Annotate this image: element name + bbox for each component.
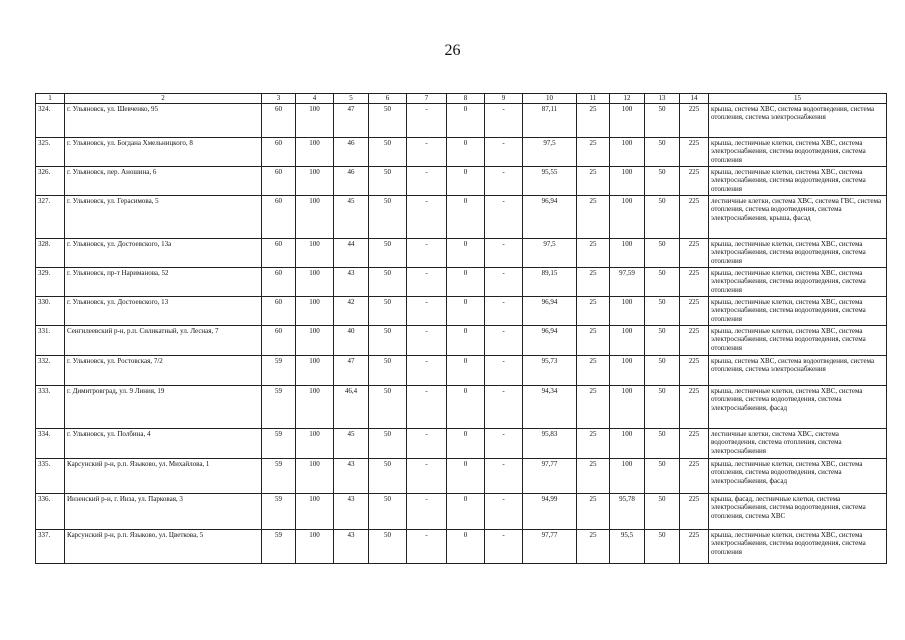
value-cell: 100 (296, 385, 334, 428)
value-cell: 60 (262, 296, 296, 325)
value-cell: 97,5 (523, 137, 577, 166)
value-cell: 225 (680, 385, 709, 428)
value-cell: 100 (610, 355, 645, 385)
column-number-cell: 14 (680, 94, 709, 104)
value-cell: 25 (577, 355, 610, 385)
value-cell: - (485, 325, 523, 355)
value-cell: 25 (577, 428, 610, 458)
row-number-cell: 334. (36, 428, 65, 458)
value-cell: 97,59 (610, 267, 645, 296)
column-number-cell: 1 (36, 94, 65, 104)
value-cell: 59 (262, 529, 296, 563)
value-cell: 45 (334, 428, 369, 458)
value-cell: 100 (610, 458, 645, 493)
value-cell: - (407, 103, 447, 137)
row-number-cell: 329. (36, 267, 65, 296)
row-number-cell: 335. (36, 458, 65, 493)
value-cell: 100 (610, 166, 645, 195)
value-cell: 50 (645, 428, 680, 458)
value-cell: 100 (610, 103, 645, 137)
value-cell: 46,4 (334, 385, 369, 428)
value-cell: 50 (645, 267, 680, 296)
value-cell: 50 (645, 296, 680, 325)
address-cell: Карсунский р-н, р.п. Языково, ул. Цветкова, 5 (65, 529, 262, 563)
table-row (36, 195, 887, 238)
table-row (36, 103, 887, 137)
value-cell: 25 (577, 296, 610, 325)
value-cell: 50 (645, 493, 680, 529)
value-cell: - (485, 296, 523, 325)
address-cell: г. Ульяновск, пер. Аношина, 6 (65, 166, 262, 195)
value-cell: 60 (262, 137, 296, 166)
works-cell: крыша, система ХВС, система водоотведения, система отопления, система электроснабжения (709, 103, 887, 137)
column-number-cell: 3 (262, 94, 296, 104)
address-cell: г. Димитровград, ул. 9 Линия, 19 (65, 385, 262, 428)
value-cell: 94,34 (523, 385, 577, 428)
column-number-cell: 12 (610, 94, 645, 104)
value-cell: 59 (262, 428, 296, 458)
table-row (36, 385, 887, 428)
table-body (36, 103, 887, 563)
value-cell: 100 (296, 166, 334, 195)
value-cell: 100 (610, 137, 645, 166)
value-cell: 25 (577, 195, 610, 238)
table-row (36, 458, 887, 493)
column-number-cell: 4 (296, 94, 334, 104)
value-cell: 89,15 (523, 267, 577, 296)
header-row (36, 94, 887, 104)
value-cell: 25 (577, 493, 610, 529)
value-cell: 50 (645, 195, 680, 238)
value-cell: 50 (369, 325, 407, 355)
value-cell: 95,5 (610, 529, 645, 563)
value-cell: - (407, 267, 447, 296)
table-row (36, 166, 887, 195)
address-cell: г. Ульяновск, ул. Достоевского, 13 (65, 296, 262, 325)
value-cell: 225 (680, 493, 709, 529)
value-cell: 225 (680, 166, 709, 195)
address-cell: г. Ульяновск, ул. Герасимова, 5 (65, 195, 262, 238)
value-cell: - (407, 493, 447, 529)
value-cell: 60 (262, 267, 296, 296)
value-cell: 50 (369, 238, 407, 267)
row-number-cell: 337. (36, 529, 65, 563)
value-cell: 43 (334, 493, 369, 529)
value-cell: 97,77 (523, 458, 577, 493)
value-cell: 0 (447, 355, 485, 385)
value-cell: 100 (296, 195, 334, 238)
column-number-cell: 9 (485, 94, 523, 104)
value-cell: 46 (334, 166, 369, 195)
value-cell: - (407, 137, 447, 166)
table-row (36, 267, 887, 296)
value-cell: - (407, 529, 447, 563)
address-cell: г. Ульяновск, ул. Полбина, 4 (65, 428, 262, 458)
value-cell: - (407, 296, 447, 325)
value-cell: 50 (369, 166, 407, 195)
table-row (36, 529, 887, 563)
value-cell: 0 (447, 296, 485, 325)
value-cell: 50 (645, 458, 680, 493)
table-row (36, 296, 887, 325)
row-number-cell: 333. (36, 385, 65, 428)
value-cell: 25 (577, 267, 610, 296)
value-cell: 95,83 (523, 428, 577, 458)
value-cell: 95,78 (610, 493, 645, 529)
table-row (36, 355, 887, 385)
value-cell: 60 (262, 325, 296, 355)
value-cell: 0 (447, 385, 485, 428)
value-cell: 225 (680, 296, 709, 325)
value-cell: 50 (645, 355, 680, 385)
value-cell: 25 (577, 103, 610, 137)
value-cell: 25 (577, 238, 610, 267)
value-cell: 50 (369, 267, 407, 296)
value-cell: 100 (610, 325, 645, 355)
value-cell: 0 (447, 166, 485, 195)
value-cell: 100 (296, 238, 334, 267)
value-cell: 0 (447, 325, 485, 355)
column-number-cell: 8 (447, 94, 485, 104)
register-table (35, 93, 887, 564)
value-cell: 100 (296, 267, 334, 296)
works-cell: крыша, лестничные клетки, система ХВС, система электроснабжения, система водоотведения, система отопления (709, 529, 887, 563)
value-cell: 44 (334, 238, 369, 267)
value-cell: 97,77 (523, 529, 577, 563)
works-cell: крыша, лестничные клетки, система ХВС, система электроснабжения, система водоотведения, система отопления (709, 137, 887, 166)
value-cell: 100 (610, 238, 645, 267)
value-cell: 225 (680, 355, 709, 385)
column-number-cell: 7 (407, 94, 447, 104)
value-cell: 60 (262, 103, 296, 137)
row-number-cell: 325. (36, 137, 65, 166)
value-cell: - (485, 355, 523, 385)
value-cell: 225 (680, 238, 709, 267)
value-cell: 60 (262, 238, 296, 267)
value-cell: 225 (680, 137, 709, 166)
value-cell: 100 (296, 493, 334, 529)
value-cell: 225 (680, 195, 709, 238)
address-cell: Карсунский р-н, р.п. Языково, ул. Михайлова, 1 (65, 458, 262, 493)
value-cell: 43 (334, 529, 369, 563)
value-cell: 0 (447, 428, 485, 458)
address-cell: г. Ульяновск, пр-т Нариманова, 52 (65, 267, 262, 296)
table-row (36, 137, 887, 166)
value-cell: 0 (447, 529, 485, 563)
value-cell: 225 (680, 267, 709, 296)
works-cell: крыша, лестничные клетки, система ХВС, система электроснабжения, система водоотведения, система отопления (709, 296, 887, 325)
value-cell: 25 (577, 166, 610, 195)
value-cell: 50 (645, 166, 680, 195)
value-cell: 25 (577, 325, 610, 355)
value-cell: 60 (262, 195, 296, 238)
value-cell: - (407, 458, 447, 493)
works-cell: крыша, фасад, лестничные клетки, система электроснабжения, система водоотведения, система отопления, система ХВС (709, 493, 887, 529)
value-cell: 50 (645, 385, 680, 428)
value-cell: 95,73 (523, 355, 577, 385)
value-cell: 0 (447, 238, 485, 267)
table-row (36, 325, 887, 355)
value-cell: 50 (645, 325, 680, 355)
table-row (36, 238, 887, 267)
value-cell: 0 (447, 137, 485, 166)
column-number-cell: 15 (709, 94, 887, 104)
works-cell: крыша, система ХВС, система водоотведения, система отопления, система электроснабжения (709, 355, 887, 385)
value-cell: 46 (334, 137, 369, 166)
address-cell: г. Ульяновск, ул. Богдана Хмельницкого, 8 (65, 137, 262, 166)
value-cell: - (407, 166, 447, 195)
address-cell: г. Ульяновск, ул. Шевченко, 95 (65, 103, 262, 137)
value-cell: 45 (334, 195, 369, 238)
value-cell: - (485, 385, 523, 428)
value-cell: 100 (610, 385, 645, 428)
address-cell: Сенгилеевский р-н, р.п. Силикатный, ул. Лесная, 7 (65, 325, 262, 355)
column-number-cell: 6 (369, 94, 407, 104)
value-cell: 0 (447, 458, 485, 493)
table-row (36, 493, 887, 529)
value-cell: 50 (369, 428, 407, 458)
value-cell: - (485, 103, 523, 137)
works-cell: лестничные клетки, система ХВС, система ГВС, система отопления, система водоотведения, система электроснабжения, крыша, фасад (709, 195, 887, 238)
row-number-cell: 332. (36, 355, 65, 385)
row-number-cell: 330. (36, 296, 65, 325)
value-cell: 100 (610, 195, 645, 238)
row-number-cell: 326. (36, 166, 65, 195)
row-number-cell: 327. (36, 195, 65, 238)
works-cell: крыша, лестничные клетки, система ХВС, система электроснабжения, система водоотведения, система отопления (709, 166, 887, 195)
value-cell: 25 (577, 458, 610, 493)
value-cell: 25 (577, 137, 610, 166)
column-number-cell: 11 (577, 94, 610, 104)
value-cell: 40 (334, 325, 369, 355)
value-cell: - (485, 458, 523, 493)
column-number-header (36, 94, 887, 104)
value-cell: 50 (369, 103, 407, 137)
value-cell: 59 (262, 385, 296, 428)
value-cell: 25 (577, 385, 610, 428)
column-number-cell: 13 (645, 94, 680, 104)
value-cell: 50 (645, 103, 680, 137)
works-cell: крыша, лестничные клетки, система ХВС, система отопления, система водоотведения, система электроснабжения, фасад (709, 458, 887, 493)
value-cell: 97,5 (523, 238, 577, 267)
value-cell: 50 (369, 458, 407, 493)
row-number-cell: 324. (36, 103, 65, 137)
value-cell: 0 (447, 195, 485, 238)
value-cell: 0 (447, 493, 485, 529)
value-cell: - (485, 267, 523, 296)
value-cell: 100 (296, 103, 334, 137)
page-number: 26 (444, 42, 461, 59)
value-cell: 100 (296, 296, 334, 325)
value-cell: 100 (296, 458, 334, 493)
value-cell: 0 (447, 103, 485, 137)
value-cell: 50 (369, 355, 407, 385)
value-cell: 43 (334, 267, 369, 296)
value-cell: - (485, 195, 523, 238)
value-cell: 47 (334, 355, 369, 385)
value-cell: 50 (369, 529, 407, 563)
value-cell: 50 (369, 195, 407, 238)
value-cell: - (407, 238, 447, 267)
value-cell: 50 (645, 137, 680, 166)
value-cell: 100 (296, 325, 334, 355)
column-number-cell: 10 (523, 94, 577, 104)
value-cell: 50 (369, 493, 407, 529)
value-cell: 100 (296, 529, 334, 563)
value-cell: 0 (447, 267, 485, 296)
address-cell: Инзенский р-н, г. Инза, ул. Парковая, 3 (65, 493, 262, 529)
value-cell: 225 (680, 325, 709, 355)
value-cell: 225 (680, 458, 709, 493)
value-cell: 50 (369, 385, 407, 428)
value-cell: 59 (262, 355, 296, 385)
column-number-cell: 2 (65, 94, 262, 104)
value-cell: 87,11 (523, 103, 577, 137)
value-cell: - (407, 195, 447, 238)
value-cell: 100 (296, 355, 334, 385)
value-cell: 25 (577, 529, 610, 563)
works-cell: лестничные клетки, система ХВС, система водоотведения, система отопления, система электроснабжения (709, 428, 887, 458)
column-number-cell: 5 (334, 94, 369, 104)
value-cell: 59 (262, 458, 296, 493)
value-cell: 59 (262, 493, 296, 529)
value-cell: 96,94 (523, 325, 577, 355)
value-cell: - (485, 428, 523, 458)
value-cell: - (407, 385, 447, 428)
value-cell: 50 (645, 238, 680, 267)
works-cell: крыша, лестничные клетки, система ХВС, система электроснабжения, система водоотведения, система отопления (709, 325, 887, 355)
works-cell: крыша, лестничные клетки, система ХВС, система электроснабжения, система водоотведения, система отопления (709, 238, 887, 267)
table-row (36, 428, 887, 458)
value-cell: 96,94 (523, 195, 577, 238)
value-cell: 100 (296, 137, 334, 166)
value-cell: 94,99 (523, 493, 577, 529)
value-cell: - (485, 137, 523, 166)
value-cell: 100 (610, 428, 645, 458)
row-number-cell: 328. (36, 238, 65, 267)
value-cell: - (407, 325, 447, 355)
value-cell: 60 (262, 166, 296, 195)
value-cell: 42 (334, 296, 369, 325)
value-cell: 225 (680, 529, 709, 563)
value-cell: 100 (610, 296, 645, 325)
value-cell: - (485, 493, 523, 529)
address-cell: г. Ульяновск, ул. Ростовская, 7/2 (65, 355, 262, 385)
value-cell: 95,55 (523, 166, 577, 195)
value-cell: - (485, 166, 523, 195)
value-cell: 100 (296, 428, 334, 458)
value-cell: 47 (334, 103, 369, 137)
address-cell: г. Ульяновск, ул. Достоевского, 13а (65, 238, 262, 267)
works-cell: крыша, лестничные клетки, система ХВС, система электроснабжения, система водоотведения, система отопления (709, 267, 887, 296)
value-cell: 50 (645, 529, 680, 563)
value-cell: - (407, 355, 447, 385)
works-cell: крыша, лестничные клетки, система ХВС, система отопления, система водоотведения, система электроснабжения, фасад (709, 385, 887, 428)
value-cell: 43 (334, 458, 369, 493)
row-number-cell: 336. (36, 493, 65, 529)
value-cell: 225 (680, 103, 709, 137)
value-cell: 225 (680, 428, 709, 458)
value-cell: 50 (369, 137, 407, 166)
value-cell: 50 (369, 296, 407, 325)
value-cell: - (485, 529, 523, 563)
value-cell: - (485, 238, 523, 267)
row-number-cell: 331. (36, 325, 65, 355)
value-cell: - (407, 428, 447, 458)
value-cell: 96,94 (523, 296, 577, 325)
